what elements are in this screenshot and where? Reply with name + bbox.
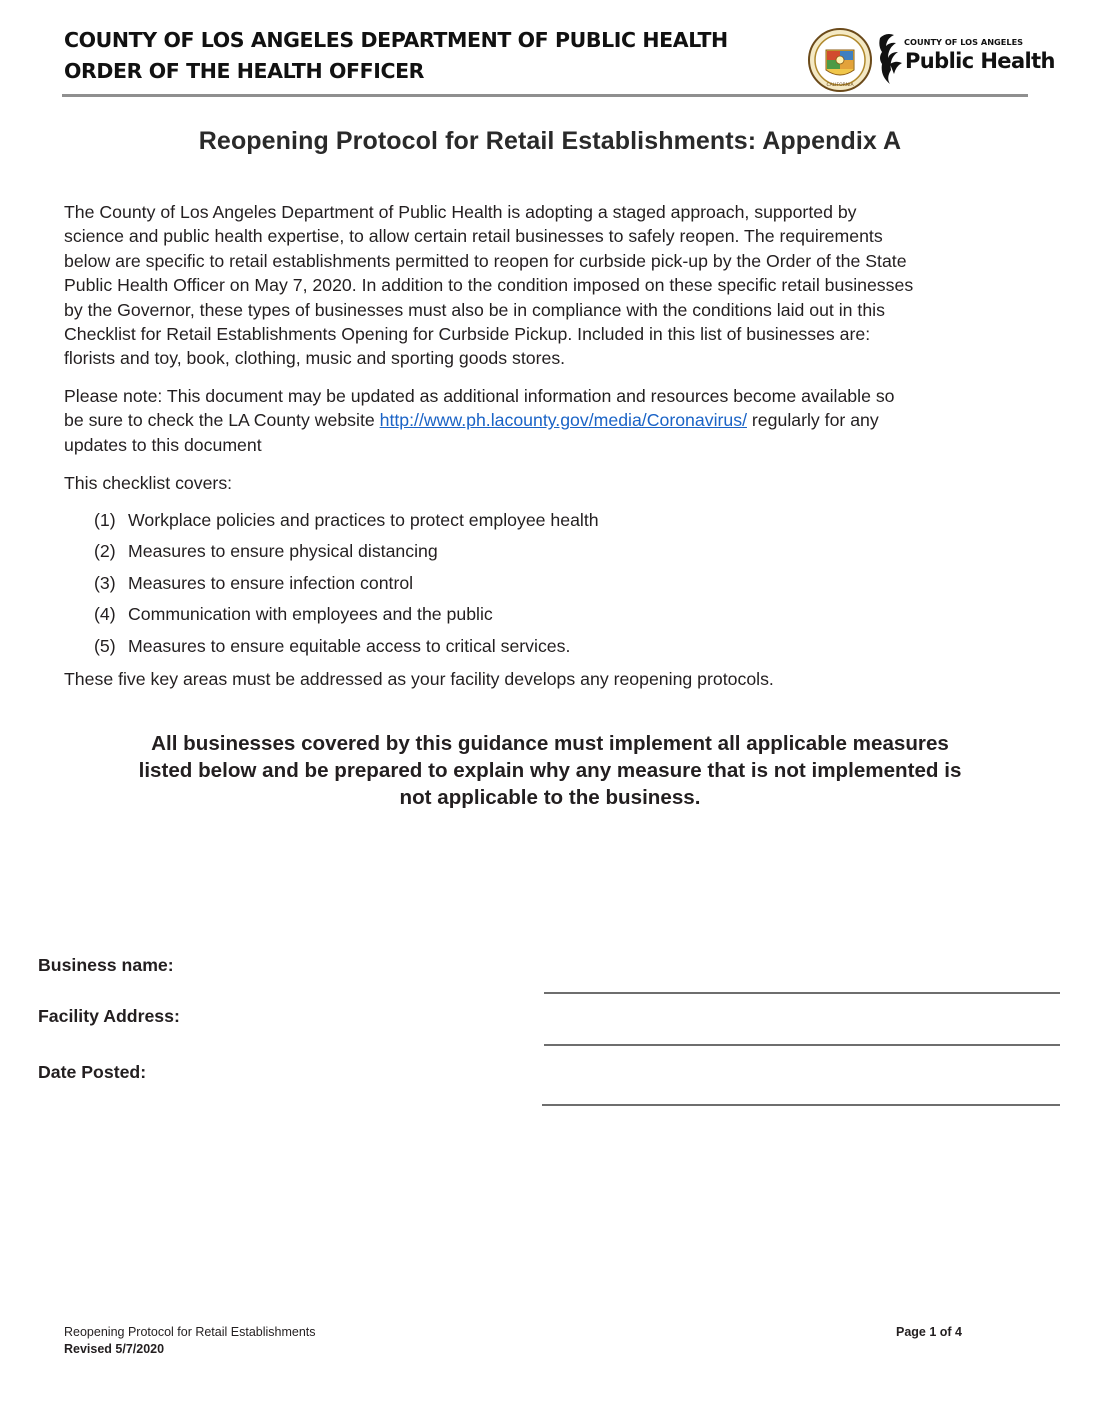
facility-address-field[interactable] [544, 1018, 1060, 1042]
intro-line: by the Governor, these types of businesses must also be in compliance with the conditions laid out in this [64, 299, 885, 320]
list-item-text: Measures to ensure physical distancing [128, 541, 438, 561]
intro-line: science and public health expertise, to allow certain retail businesses to safely reopen. The requirements [64, 226, 883, 247]
note-text: regularly for any [747, 410, 879, 431]
header-divider [62, 94, 1028, 97]
intro-line: florists and toy, book, clothing, music and sporting goods stores. [64, 348, 566, 369]
logo-county-text: COUNTY OF LOS ANGELES [904, 37, 1024, 47]
list-item [94, 604, 493, 625]
list-item-number: (1) [94, 510, 116, 530]
facility-address-underline [544, 1044, 1060, 1046]
seal-text: CALIFORNIA [826, 83, 854, 88]
facility-address-label: Facility Address: [38, 1006, 180, 1026]
note-line: updates to this document [64, 434, 262, 455]
list-item [94, 573, 413, 594]
notice-line: listed below and be prepared to explain why any measure that is not implemented is [138, 759, 962, 782]
checklist-outro: These five key areas must be addressed as your facility develops any reopening protocols. [64, 669, 774, 689]
implementation-notice [60, 730, 1040, 811]
list-item-number: (3) [94, 573, 116, 593]
business-name-underline [544, 992, 1060, 994]
date-posted-field[interactable] [542, 1078, 1060, 1102]
list-item [94, 510, 599, 531]
update-note-paragraph [64, 384, 1024, 457]
list-item-text: Workplace policies and practices to protect employee health [128, 510, 599, 530]
list-item [94, 541, 438, 562]
list-item-text: Measures to ensure equitable access to critical services. [128, 636, 571, 656]
business-name-field[interactable] [544, 966, 1060, 990]
intro-paragraph [64, 200, 1024, 371]
business-name-label: Business name: [38, 955, 174, 975]
notice-line: All businesses covered by this guidance must implement all applicable measures [151, 732, 949, 755]
list-item-text: Communication with employees and the public [128, 604, 493, 624]
header-order: ORDER OF THE HEALTH OFFICER [64, 59, 425, 83]
intro-line: The County of Los Angeles Department of Public Health is adopting a staged approach, supported by [64, 202, 857, 222]
coronavirus-website-link[interactable]: http://www.ph.lacounty.gov/media/Coronavirus/ [379, 410, 747, 431]
list-item [94, 636, 570, 657]
notice-line: not applicable to the business. [399, 786, 701, 809]
footer-page-number: Page 1 of 4 [896, 1325, 962, 1339]
date-posted-label: Date Posted: [38, 1062, 147, 1082]
footer-document-title: Reopening Protocol for Retail Establishments [64, 1325, 316, 1339]
logo-public-health-text: Public Health [905, 49, 1055, 73]
list-item-number: (5) [94, 636, 116, 656]
intro-line: below are specific to retail establishments permitted to reopen for curbside pick-up by the Order of the State [64, 250, 907, 271]
page-title: Reopening Protocol for Retail Establishments: Appendix A [198, 127, 902, 155]
checklist-intro: This checklist covers: [64, 473, 233, 493]
public-health-logo [876, 30, 1055, 86]
note-text: be sure to check the LA County website [64, 410, 380, 431]
intro-line: Checklist for Retail Establishments Opening for Curbside Pickup. Included in this list of businesses are: [64, 324, 871, 345]
date-posted-underline [542, 1104, 1060, 1106]
footer-revised-date: Revised 5/7/2020 [64, 1342, 165, 1356]
header-department: COUNTY OF LOS ANGELES DEPARTMENT OF PUBLIC HEALTH [64, 28, 728, 52]
list-item-number: (4) [94, 604, 116, 624]
county-seal-logo [808, 28, 872, 92]
note-line [64, 408, 1024, 432]
list-item-text: Measures to ensure infection control [128, 573, 414, 593]
list-item-number: (2) [94, 541, 116, 561]
note-line: Please note: This document may be updated as additional information and resources become available so [64, 386, 895, 406]
intro-line: Public Health Officer on May 7, 2020. In addition to the condition imposed on these specific retail businesses [64, 275, 914, 296]
